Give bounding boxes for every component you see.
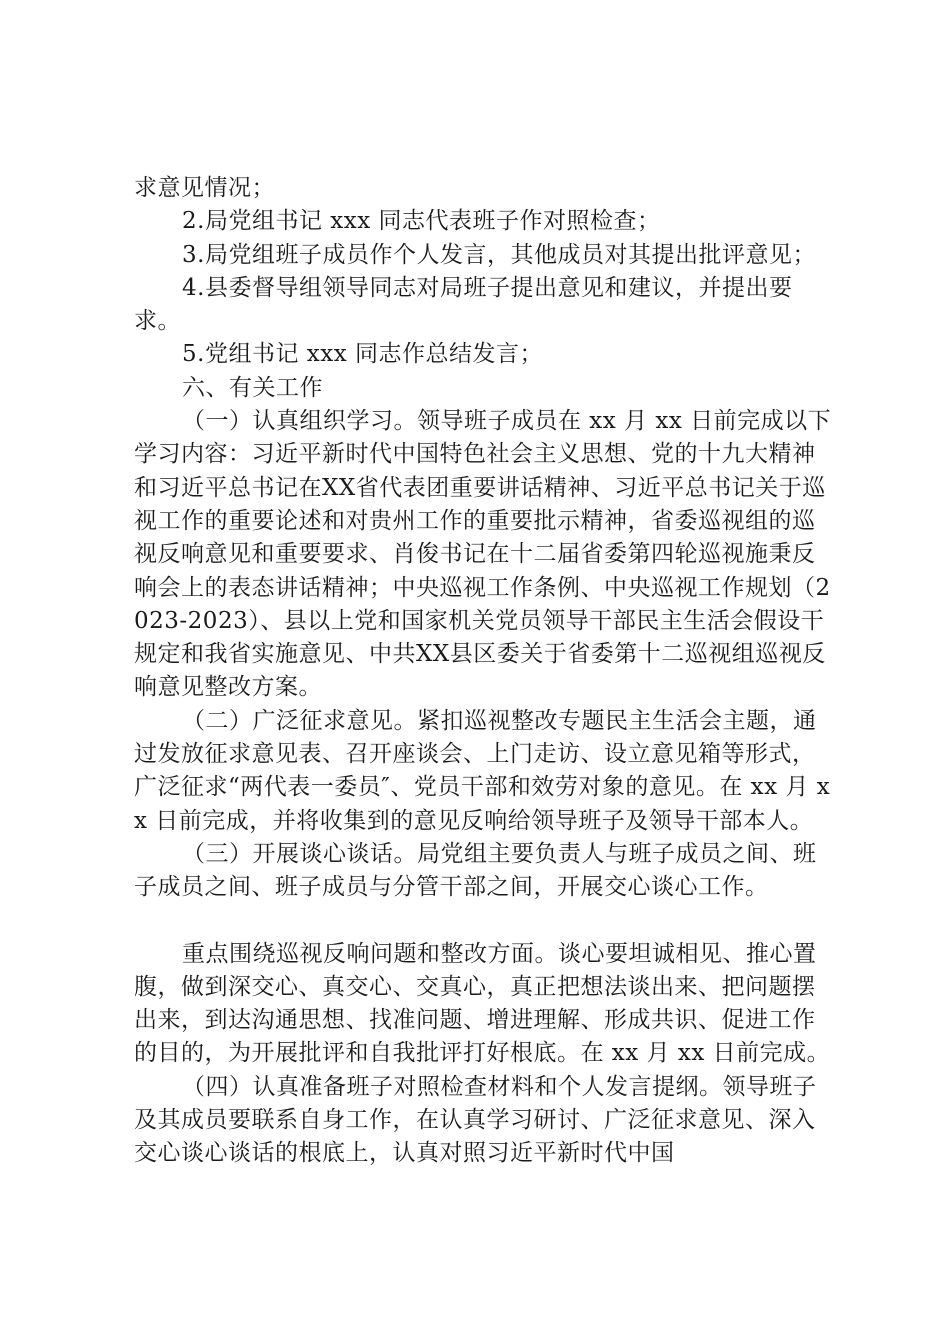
paragraph-1: 2.局党组书记 xxx 同志代表班子作对照检查； bbox=[182, 208, 661, 235]
paragraph-2: 3.局党组班子成员作个人发言，其他成员对其提出批评意见； bbox=[182, 241, 816, 268]
document-body bbox=[134, 172, 834, 1171]
paragraph-8: （三）开展谈心谈话。局党组主要负责人与班子成员之间、班子成员之间、班子成员与分管干部之间，开展交心谈心工作。 bbox=[134, 840, 817, 901]
section-heading: 六、有关工作 bbox=[182, 374, 323, 401]
paragraph-9: 重点围绕巡视反响问题和整改方面。谈心要坦诚相见、推心置腹，做到深交心、真交心、交真心，真正把想法谈出来、把问题摆出来，到达沟通思想、找准问题、增进理解、形成共识、促进工作的目的，为开展批评和自我批评打好根底。在 xx 月 xx 日前完成。 bbox=[134, 940, 831, 1067]
paragraph-3: 4.县委督导组领导同志对局班子提出意见和建议，并提出要求。 bbox=[134, 274, 793, 335]
paragraph-7: （二）广泛征求意见。紧扣巡视整改专题民主生活会主题，通过发放征求意见表、召开座谈会、上门走访、设立意见箱等形式，广泛征求“两代表一委员″、党员干部和效劳对象的意见。在 xx 月 xx 日前完成，并将收集到的意见反响给领导班子及领导干部本人。 bbox=[134, 707, 831, 834]
paragraph-4: 5.党组书记 xxx 同志作总结发言； bbox=[182, 341, 543, 368]
paragraph-6: （一）认真组织学习。领导班子成员在 xx 月 xx 日前完成以下学习内容：习近平新时代中国特色社会主义思想、党的十九大精神和习近平总书记在XX省代表团重要讲话精神、习近平总书记关于巡视工作的重要论述和对贵州工作的重要批示精神，省委巡视组的巡视反响意见和重要要求、肖俊书记在十二届省委第四轮巡视施秉反响会上的表态讲话精神；中央巡视工作条例、中央巡视工作规划（2023-2023）、县以上党和国家机关党员领导干部民主生活会假设干规定和我省实施意见、中共XX县区委关于省委第十二巡视组巡视反响意见整改方案。 bbox=[134, 408, 832, 701]
paragraph-10: （四）认真准备班子对照检查材料和个人发言提纲。领导班子及其成员要联系自身工作，在认真学习研讨、广泛征求意见、深入交心谈心谈话的根底上，认真对照习近平新时代中国 bbox=[134, 1073, 817, 1167]
paragraph-gap bbox=[134, 905, 834, 938]
paragraph-0: 求意见情况； bbox=[134, 175, 275, 201]
